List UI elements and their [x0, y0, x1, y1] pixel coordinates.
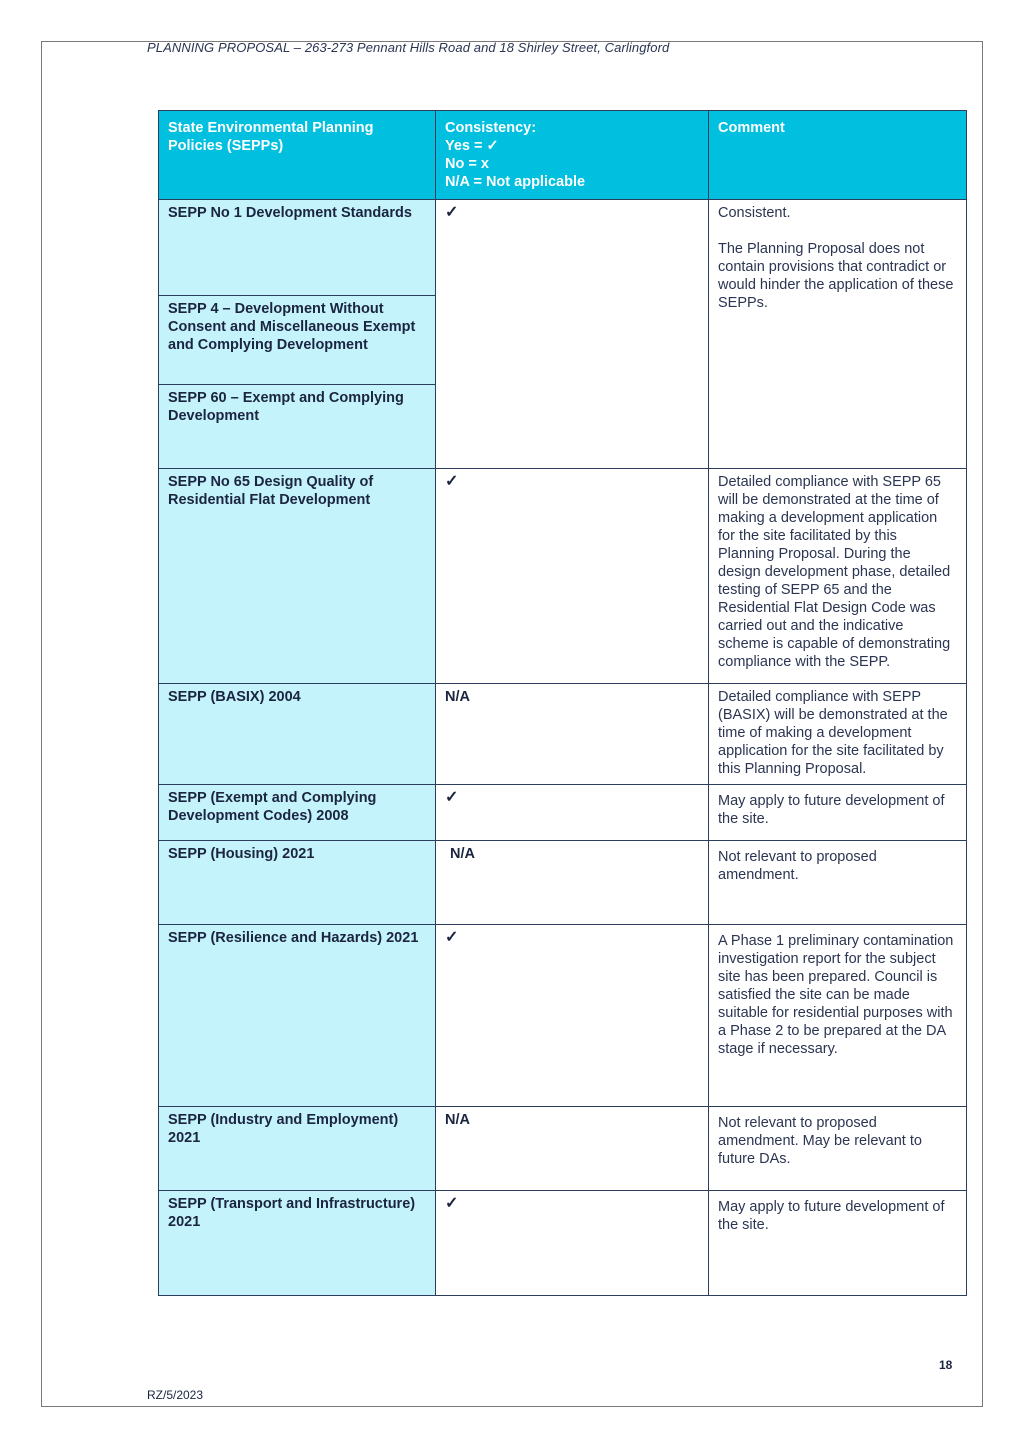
comment-resilience: A Phase 1 preliminary contamination investigation report for the subject site has been prepared. Council is satisfied the site can be made suitable for residential purposes with a Phase 2 to be prepared at the DA stage if necessary. [709, 925, 967, 1107]
policy-sepp4: SEPP 4 – Development Without Consent and Miscellaneous Exempt and Complying Development [159, 296, 436, 385]
comment-no-contradiction: The Planning Proposal does not contain provisions that contradict or would hinder the application of these SEPPs. [718, 241, 954, 311]
policy-industry: SEPP (Industry and Employment) 2021 [159, 1107, 436, 1191]
na-label: N/A [445, 1112, 470, 1128]
policy-basix: SEPP (BASIX) 2004 [159, 684, 436, 785]
table-row [159, 841, 967, 925]
table-row [159, 1191, 967, 1296]
checkmark-icon: ✓ [445, 1195, 459, 1212]
comment-group1 [709, 200, 967, 469]
table-row [159, 925, 967, 1107]
policy-transport: SEPP (Transport and Infrastructure) 2021 [159, 1191, 436, 1296]
consistency-no: No = x [445, 156, 489, 172]
policy-housing: SEPP (Housing) 2021 [159, 841, 436, 925]
table-row [159, 1107, 967, 1191]
header-consistency [436, 111, 709, 200]
comment-transport: May apply to future development of the site. [709, 1191, 967, 1296]
table-header-row [159, 111, 967, 200]
checkmark-icon: ✓ [445, 789, 459, 806]
policy-sepp1: SEPP No 1 Development Standards [159, 200, 436, 296]
table-row [159, 469, 967, 684]
consistency-sepp65 [436, 469, 709, 684]
consistency-na: N/A = Not applicable [445, 174, 586, 190]
consistency-transport [436, 1191, 709, 1296]
comment-basix: Detailed compliance with SEPP (BASIX) will be demonstrated at the time of making a development application for the site facilitated by this Planning Proposal. [709, 684, 967, 785]
policy-exempt: SEPP (Exempt and Complying Development Codes) 2008 [159, 785, 436, 841]
policy-sepp60: SEPP 60 – Exempt and Complying Development [159, 385, 436, 469]
na-label: N/A [450, 846, 475, 862]
page-number: 18 [939, 1358, 953, 1372]
consistency-resilience [436, 925, 709, 1107]
table-row [159, 200, 967, 296]
sepp-consistency-table [158, 110, 967, 1296]
page-header: PLANNING PROPOSAL – 263-273 Pennant Hills Road and 18 Shirley Street, Carlingford [147, 40, 670, 55]
consistency-industry [436, 1107, 709, 1191]
header-policy: State Environmental Planning Policies (SEPPs) [159, 111, 436, 200]
checkmark-icon: ✓ [445, 929, 459, 946]
policy-resilience: SEPP (Resilience and Hazards) 2021 [159, 925, 436, 1107]
comment-housing: Not relevant to proposed amendment. [709, 841, 967, 925]
document-reference: RZ/5/2023 [147, 1388, 204, 1402]
comment-exempt: May apply to future development of the site. [709, 785, 967, 841]
consistency-housing [436, 841, 709, 925]
table-row [159, 684, 967, 785]
consistency-yes: Yes = ✓ [445, 138, 499, 154]
comment-sepp65: Detailed compliance with SEPP 65 will be demonstrated at the time of making a development application for the site facilitated by this Planning Proposal. During the design development phase, detailed testing of SEPP 65 and the Residential Flat Design Code was carried out and the indicative scheme is capable of demonstrating compliance with the SEPP. [709, 469, 967, 684]
checkmark-icon: ✓ [445, 473, 459, 490]
comment-industry: Not relevant to proposed amendment. May be relevant to future DAs. [709, 1107, 967, 1191]
consistency-group1 [436, 200, 709, 469]
policy-sepp65: SEPP No 65 Design Quality of Residential Flat Development [159, 469, 436, 684]
checkmark-icon: ✓ [445, 204, 459, 221]
comment-consistent: Consistent. [718, 205, 791, 221]
table-row [159, 785, 967, 841]
consistency-title: Consistency: [445, 120, 537, 136]
consistency-exempt [436, 785, 709, 841]
consistency-basix [436, 684, 709, 785]
header-comment: Comment [709, 111, 967, 200]
na-label: N/A [445, 689, 470, 705]
